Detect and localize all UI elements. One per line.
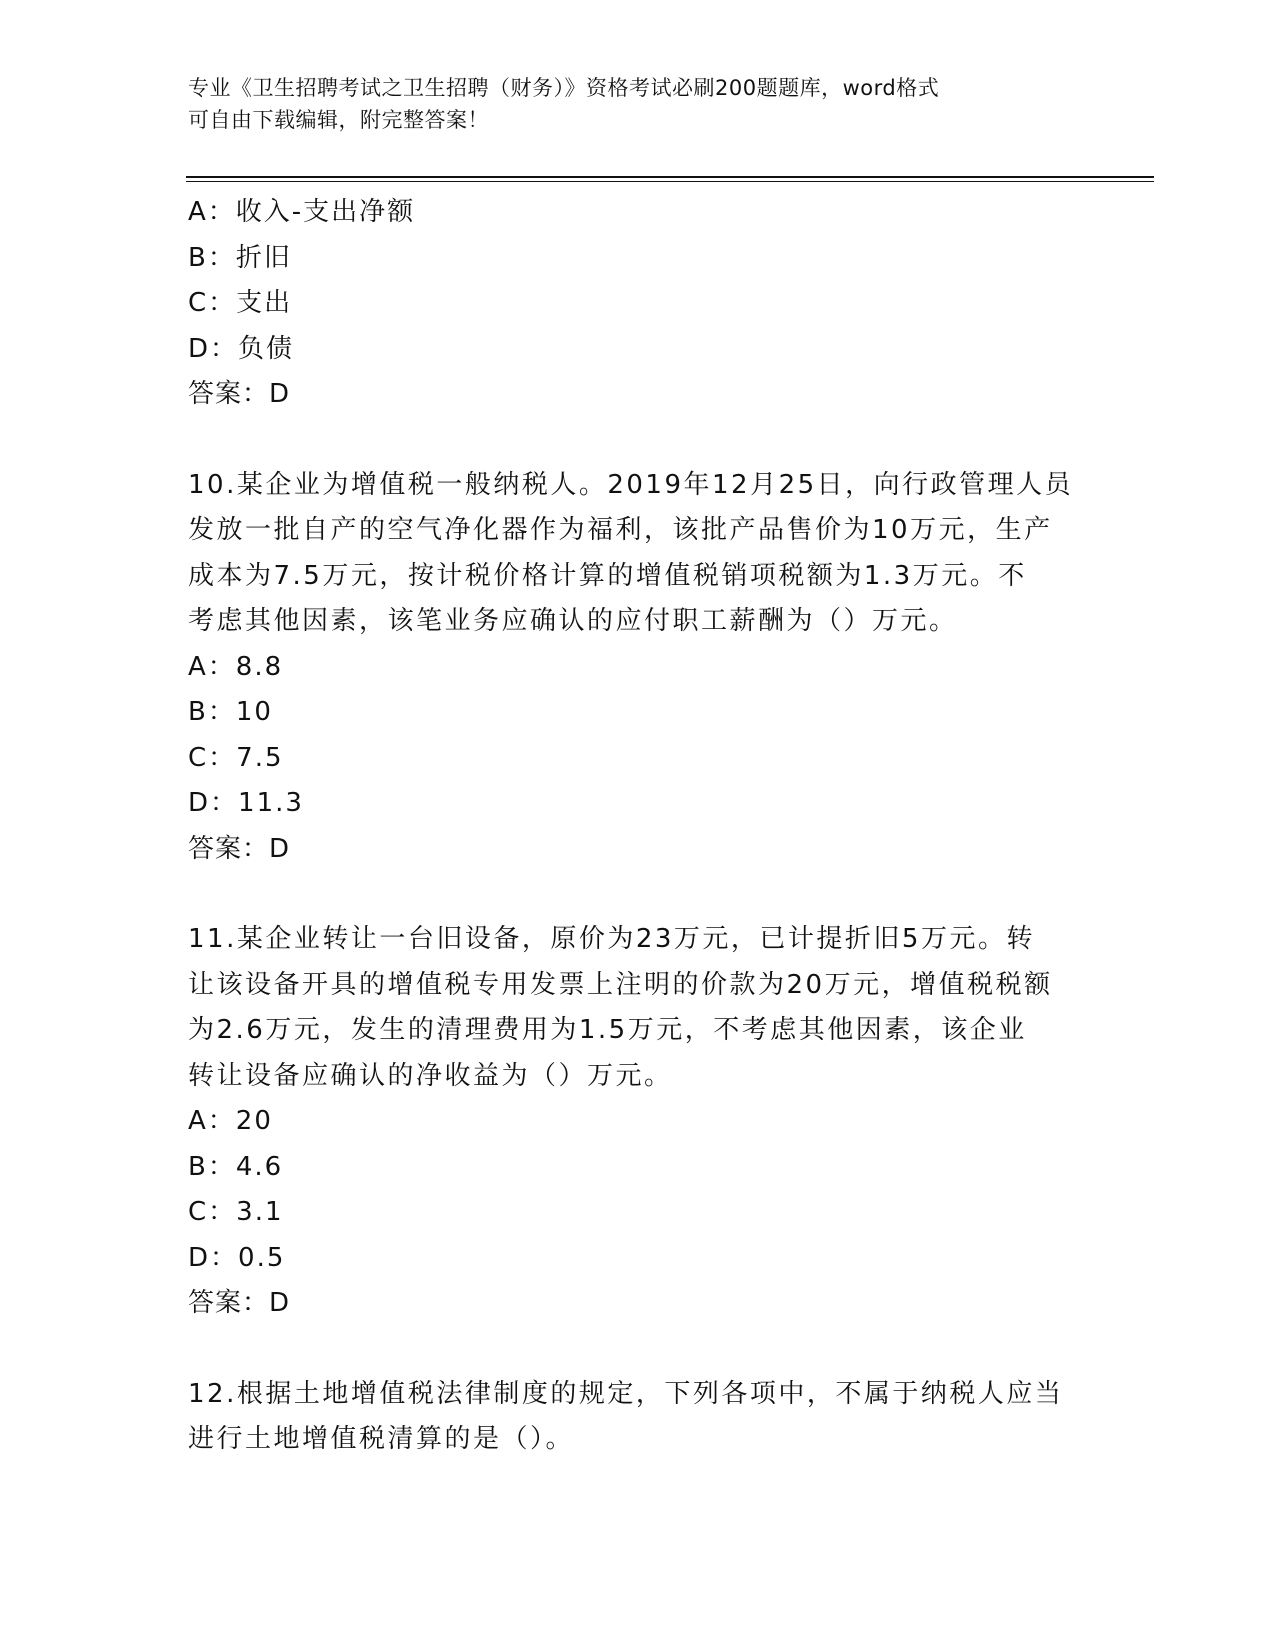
option-d: D：11.3 <box>188 788 304 818</box>
option-a: A：20 <box>188 1106 273 1136</box>
question-text <box>188 1372 1088 1463</box>
question-block-10 <box>188 463 1088 873</box>
question-line: 为2.6万元，发生的清理费用为1.5万元，不考虑其他因素，该企业 <box>188 1015 1027 1045</box>
option-a: A：8.8 <box>188 651 284 682</box>
document-header <box>188 72 1068 136</box>
answer-line: 答案：D <box>188 1288 291 1318</box>
question-text <box>188 463 1088 645</box>
option-c: C：7.5 <box>188 742 284 773</box>
answer-line: 答案：D <box>188 833 291 864</box>
document-body <box>188 190 1088 1508</box>
question-line: 11.某企业转让一台旧设备，原价为23万元，已计提折旧5万元。转 <box>188 924 1035 954</box>
option-d: D：0.5 <box>188 1242 286 1273</box>
header-divider-thick <box>186 176 1154 178</box>
option-c: C：3.1 <box>188 1197 284 1227</box>
question-line: 转让设备应确认的净收益为（）万元。 <box>188 1060 673 1091</box>
option-b: B：4.6 <box>188 1151 284 1182</box>
question-line: 进行土地增值税清算的是（）。 <box>188 1424 575 1454</box>
question-line: 考虑其他因素，该笔业务应确认的应付职工薪酬为（）万元。 <box>188 606 958 636</box>
question-block-11 <box>188 917 1088 1327</box>
option-c: C：支出 <box>188 288 293 318</box>
question-block-9 <box>188 190 1088 418</box>
option-b: B：折旧 <box>188 242 292 273</box>
question-text <box>188 917 1088 1099</box>
option-a: A：收入-支出净额 <box>188 197 416 227</box>
header-divider-thin <box>186 181 1154 182</box>
option-b: B：10 <box>188 697 273 727</box>
option-d: D：负债 <box>188 333 295 364</box>
question-block-12 <box>188 1372 1088 1463</box>
answer-line: 答案：D <box>188 379 291 409</box>
question-line: 12.根据土地增值税法律制度的规定，下列各项中，不属于纳税人应当 <box>188 1378 1064 1409</box>
question-line: 发放一批自产的空气净化器作为福利，该批产品售价为10万元，生产 <box>188 515 1053 545</box>
question-line: 让该设备开具的增值税专用发票上注明的价款为20万元，增值税税额 <box>188 969 1053 1000</box>
question-line: 10.某企业为增值税一般纳税人。2019年12月25日，向行政管理人员 <box>188 469 1074 500</box>
header-line-1: 专业《卫生招聘考试之卫生招聘（财务）》资格考试必刷200题题库，word格式 <box>188 76 940 100</box>
header-line-2: 可自由下载编辑，附完整答案！ <box>188 108 489 132</box>
question-line: 成本为7.5万元，按计税价格计算的增值税销项税额为1.3万元。不 <box>188 560 1027 591</box>
